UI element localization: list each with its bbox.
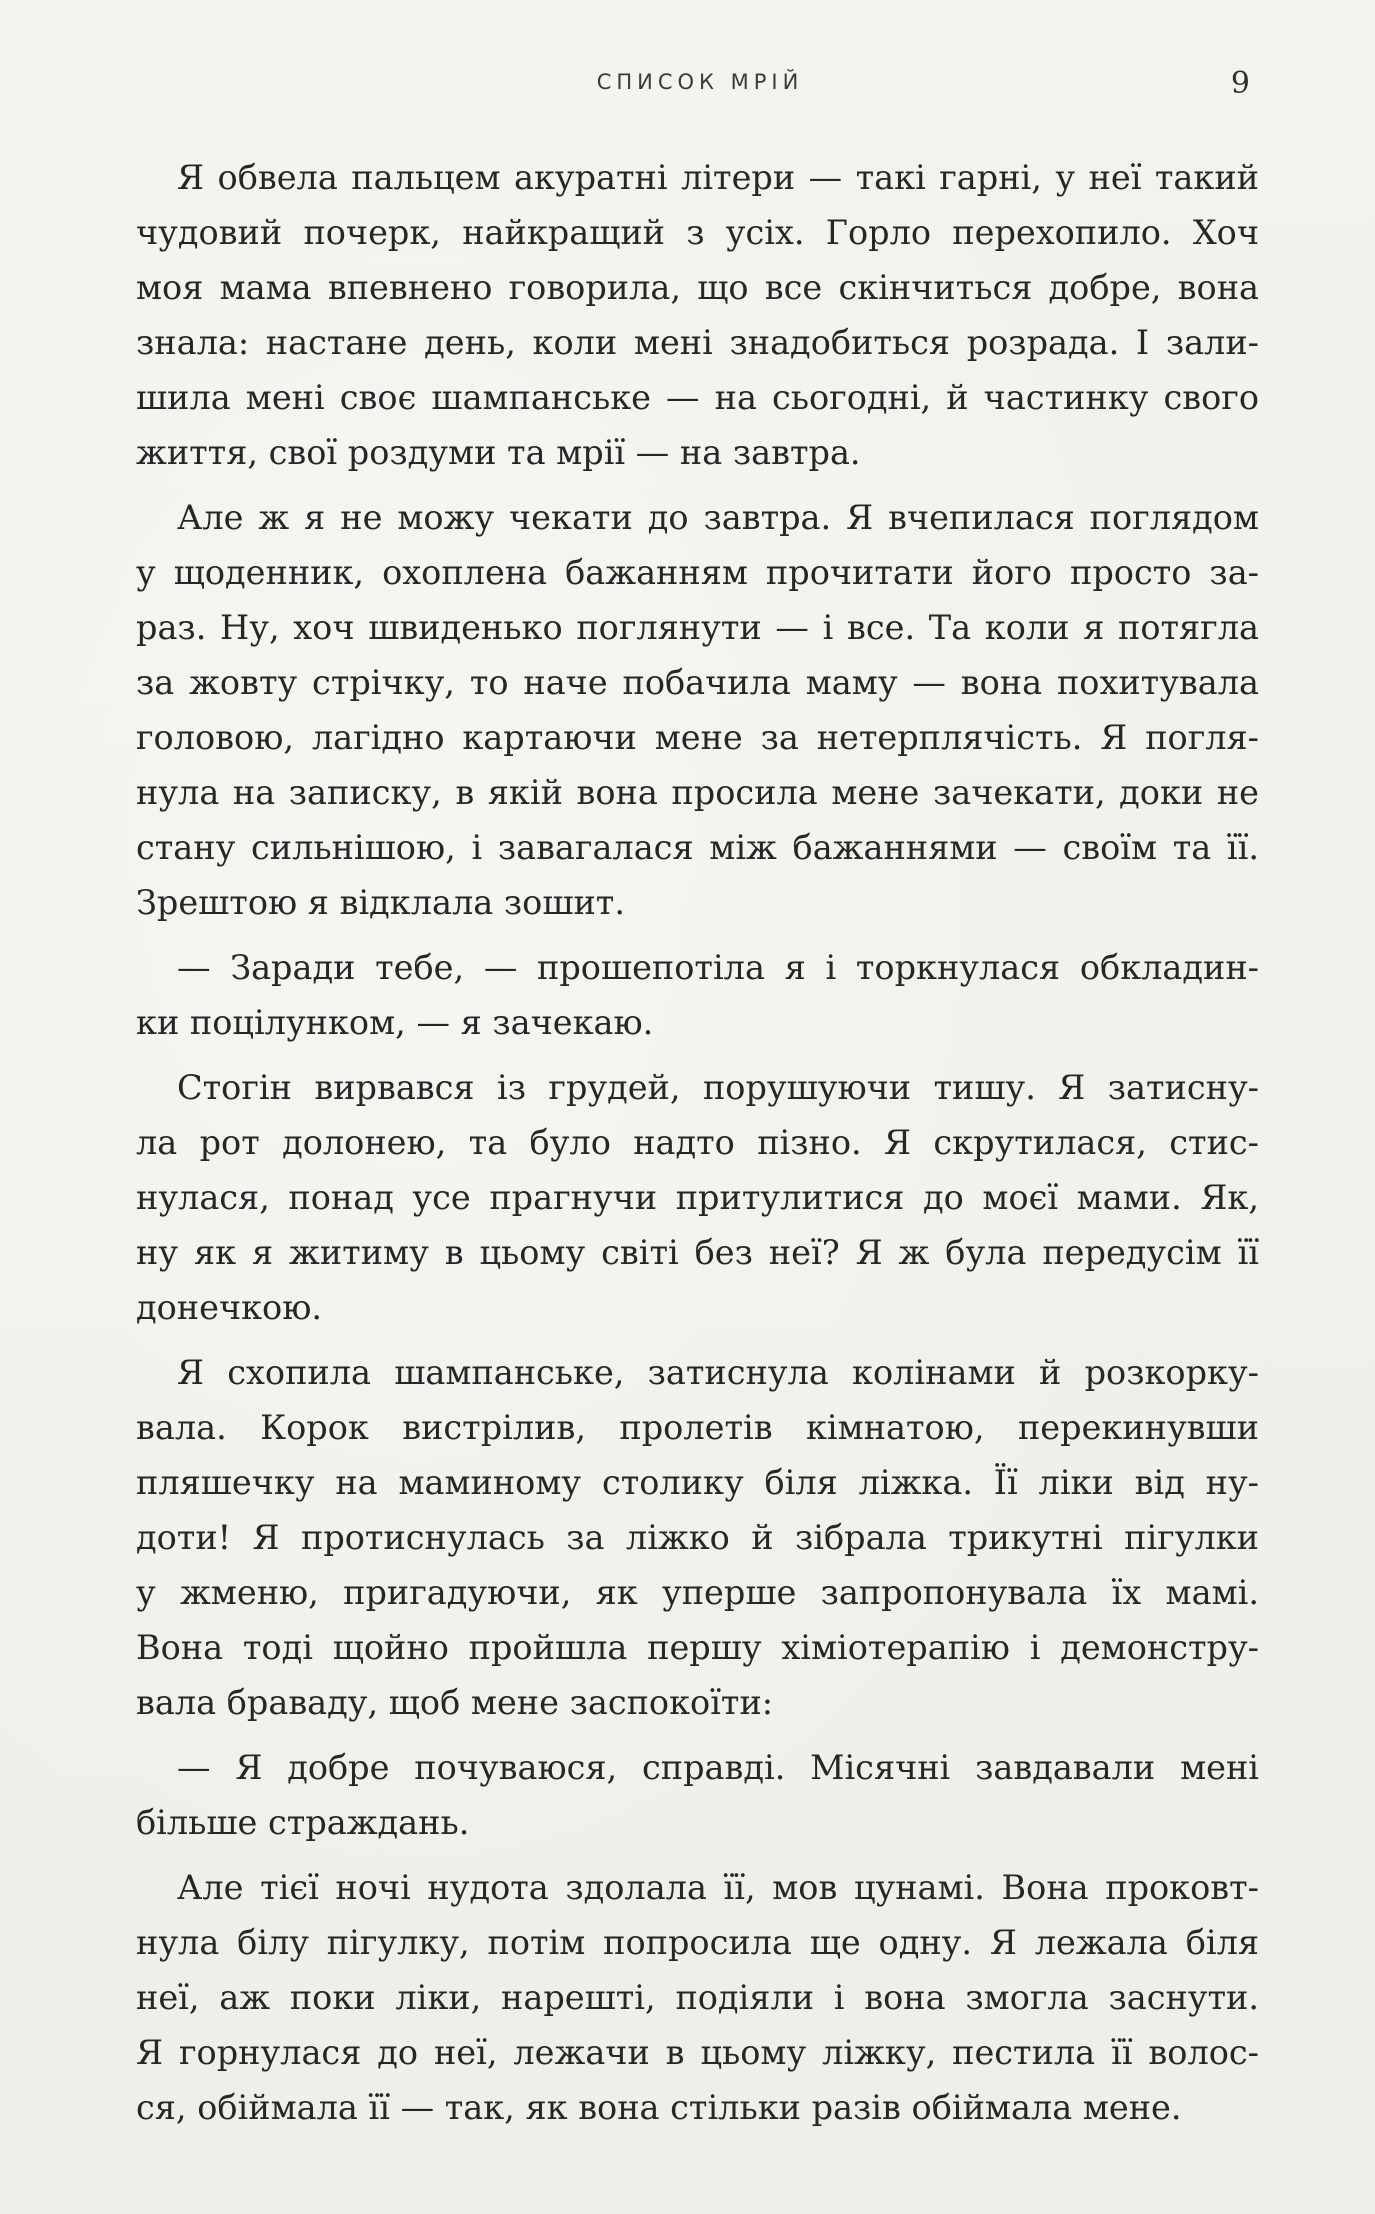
- text-line: Вона тоді щойно пройшла першу хіміотерапію і демонстру-: [136, 1628, 1259, 1667]
- text-line: Я схопила шампанське, затиснула колінами й розкорку-: [177, 1353, 1259, 1392]
- text-line: доти! Я протиснулась за ліжко й зібрала трикутні пігулки: [136, 1518, 1259, 1557]
- running-title: СПИСОК МРІЙ: [596, 70, 804, 94]
- paragraph: [136, 490, 1259, 930]
- text-line: за жовту стрічку, то наче побачила маму — вона похитувала: [136, 663, 1259, 702]
- text-line: життя, свої роздуми та мрії — на завтра.: [136, 433, 861, 472]
- text-line: пляшечку на маминому столику біля ліжка. Її ліки від ну-: [136, 1463, 1259, 1502]
- paragraph: [136, 1860, 1259, 2135]
- text-line: знала: настане день, коли мені знадобиться розрада. І зали-: [136, 323, 1259, 362]
- text-line: шила мені своє шампанське — на сьогодні, й частинку свого: [136, 378, 1259, 417]
- text-line: вала браваду, щоб мене заспокоїти:: [136, 1683, 774, 1722]
- running-header: [150, 66, 1250, 106]
- paragraph: [136, 1740, 1259, 1850]
- paragraph: [136, 940, 1259, 1050]
- text-line: нула білу пігулку, потім попросила ще одну. Я лежала біля: [136, 1923, 1259, 1962]
- text-line: — Заради тебе, — прошепотіла я і торкнулася обкладин-: [177, 948, 1259, 987]
- text-line: Зрештою я відклала зошит.: [136, 883, 625, 922]
- text-line: Але ж я не можу чекати до завтра. Я вчепилася поглядом: [177, 498, 1259, 537]
- paragraph: [136, 1060, 1259, 1335]
- paragraph: [136, 1345, 1259, 1730]
- text-line: вала. Корок вистрілив, пролетів кімнатою, перекинувши: [136, 1408, 1259, 1447]
- text-line: у жменю, пригадуючи, як уперше запропонувала їх мамі.: [136, 1573, 1259, 1612]
- text-line: неї, аж поки ліки, нарешті, подіяли і вона змогла заснути.: [136, 1978, 1259, 2017]
- text-line: нула на записку, в якій вона просила мене зачекати, доки не: [136, 773, 1259, 812]
- text-line: Але тієї ночі нудота здолала її, мов цунамі. Вона проковт-: [177, 1868, 1259, 1907]
- text-line: раз. Ну, хоч швиденько поглянути — і все. Та коли я потягла: [136, 608, 1259, 647]
- text-line: — Я добре почуваюся, справді. Місячні завдавали мені: [177, 1748, 1259, 1787]
- text-line: ла рот долонею, та було надто пізно. Я скрутилася, стис-: [136, 1123, 1259, 1162]
- page-number: 9: [1230, 66, 1250, 101]
- text-line: нулася, понад усе прагнучи притулитися до моєї мами. Як,: [136, 1178, 1259, 1217]
- text-line: Стогін вирвався із грудей, порушуючи тишу. Я затисну-: [177, 1068, 1259, 1107]
- text-line: ну як я житиму в цьому світі без неї? Я ж була передусім її: [136, 1233, 1259, 1272]
- text-line: моя мама впевнено говорила, що все скінчиться добре, вона: [136, 268, 1259, 307]
- text-line: Я горнулася до неї, лежачи в цьому ліжку, пестила її волос-: [136, 2033, 1259, 2072]
- text-line: Я обвела пальцем акуратні літери — такі гарні, у неї такий: [177, 158, 1259, 197]
- body-text: [136, 150, 1259, 2145]
- paragraph: [136, 150, 1259, 480]
- text-line: ки поцілунком, — я зачекаю.: [136, 1003, 654, 1042]
- text-line: більше страждань.: [136, 1803, 470, 1842]
- text-line: стану сильнішою, і завагалася між бажаннями — своїм та її.: [136, 828, 1259, 867]
- text-line: чудовий почерк, найкращий з усіх. Горло перехопило. Хоч: [136, 213, 1259, 252]
- text-line: ся, обіймала її — так, як вона стільки разів обіймала мене.: [136, 2088, 1182, 2127]
- text-line: головою, лагідно картаючи мене за нетерплячість. Я погля-: [136, 718, 1259, 757]
- text-line: донечкою.: [136, 1288, 323, 1327]
- text-line: у щоденник, охоплена бажанням прочитати його просто за-: [136, 553, 1259, 592]
